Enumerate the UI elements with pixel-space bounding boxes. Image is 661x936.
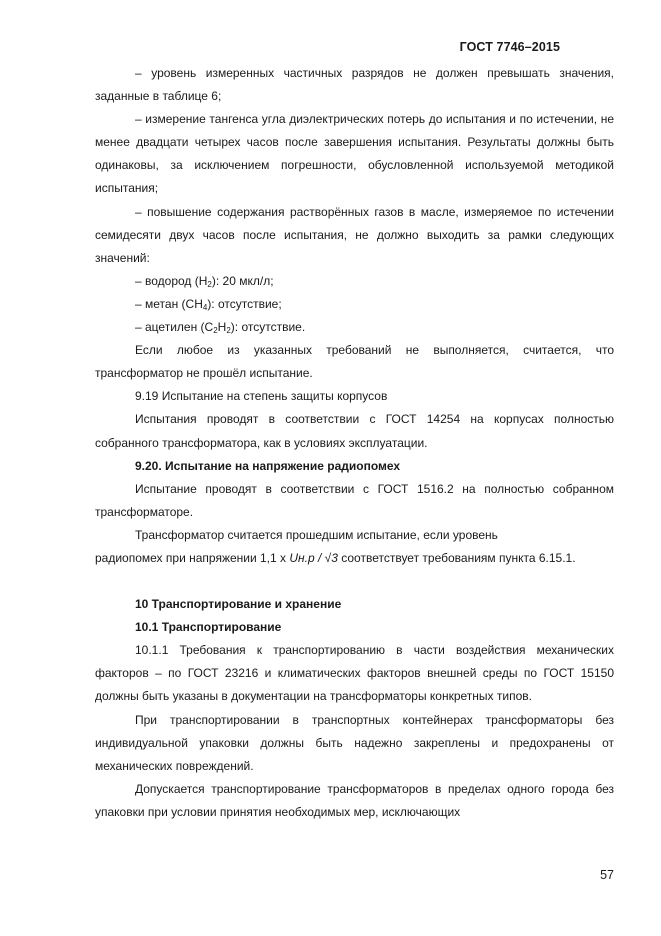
paragraph-pass-criteria-line1: Трансформатор считается прошедшим испытание, если уровень xyxy=(135,527,498,542)
list-item-acetylene: – ацетилен $(C_2H_2)$: отсутствие. xyxy=(135,320,306,336)
paragraph-radio-interference-test: Испытание проводят в соответствии с ГОСТ 1516.2 на полностью собранном трансформаторе. xyxy=(95,481,614,519)
paragraph-tangent-loss: – измерение тангенса угла диэлектрических потерь до испытания и по истечении, не менее двадцати четырех часов после завершения испытания. Результаты должны быть одинаковы, за исключением погрешности, обусловленной используемой методикой испытания; xyxy=(95,112,614,196)
paragraph-container-transport: При транспортировании в транспортных контейнерах трансформаторы без индивидуальной упаковки должны быть надежно закреплены и предохранены от механических повреждений. xyxy=(95,712,614,773)
section-heading-10: 10 Транспортирование и хранение xyxy=(135,597,342,612)
page-number: 57 xyxy=(600,868,614,882)
list-item-hydrogen: – водород $(H_2)$: 20 мкл/л; xyxy=(135,273,274,289)
page-content xyxy=(95,62,614,824)
page-header: ГОСТ 7746–2015 xyxy=(459,40,560,54)
paragraph-pass-criteria-line2: радиопомех при напряжении 1,1 х Uн.р / √3 соответствует требованиям пункта 6.15.1. xyxy=(95,550,576,565)
spacer xyxy=(95,570,614,593)
paragraph-transport-requirements: 10.1.1 Требования к транспортированию в части воздействия механических факторов – по ГОСТ 23216 и климатических факторов внешней среды по ГОСТ 15150 должны быть указаны в документации на трансформаторы конкретных типов. xyxy=(95,643,614,704)
section-heading-9-20: 9.20. Испытание на напряжение радиопомех xyxy=(135,458,401,473)
paragraph-enclosure-test: Испытания проводят в соответствии с ГОСТ 14254 на корпусах полностью собранного трансформатора, как в условиях эксплуатации. xyxy=(95,412,614,450)
paragraph-partial-discharge: – уровень измеренных частичных разрядов не должен превышать значения, заданные в таблице 6; xyxy=(95,66,614,104)
paragraph-unpacked-transport: Допускается транспортирование трансформаторов в пределах одного города без упаковки при условии принятия необходимых мер, исключающих xyxy=(95,781,614,819)
paragraph-failure-condition: Если любое из указанных требований не выполняется, считается, что трансформатор не прошёл испытание. xyxy=(95,343,614,381)
section-heading-10-1: 10.1 Транспортирование xyxy=(135,620,282,635)
section-heading-9-19: 9.19 Испытание на степень защиты корпусов xyxy=(135,389,388,404)
list-item-methane: – метан $(CH_4)$: отсутствие; xyxy=(135,296,282,312)
paragraph-dissolved-gases: – повышение содержания растворённых газов в масле, измеряемое по истечении семидесяти двух часов после испытания, не должно выходить за рамки следующих значений: xyxy=(95,204,614,265)
voltage-formula: Uн.р / √3 xyxy=(289,550,338,565)
